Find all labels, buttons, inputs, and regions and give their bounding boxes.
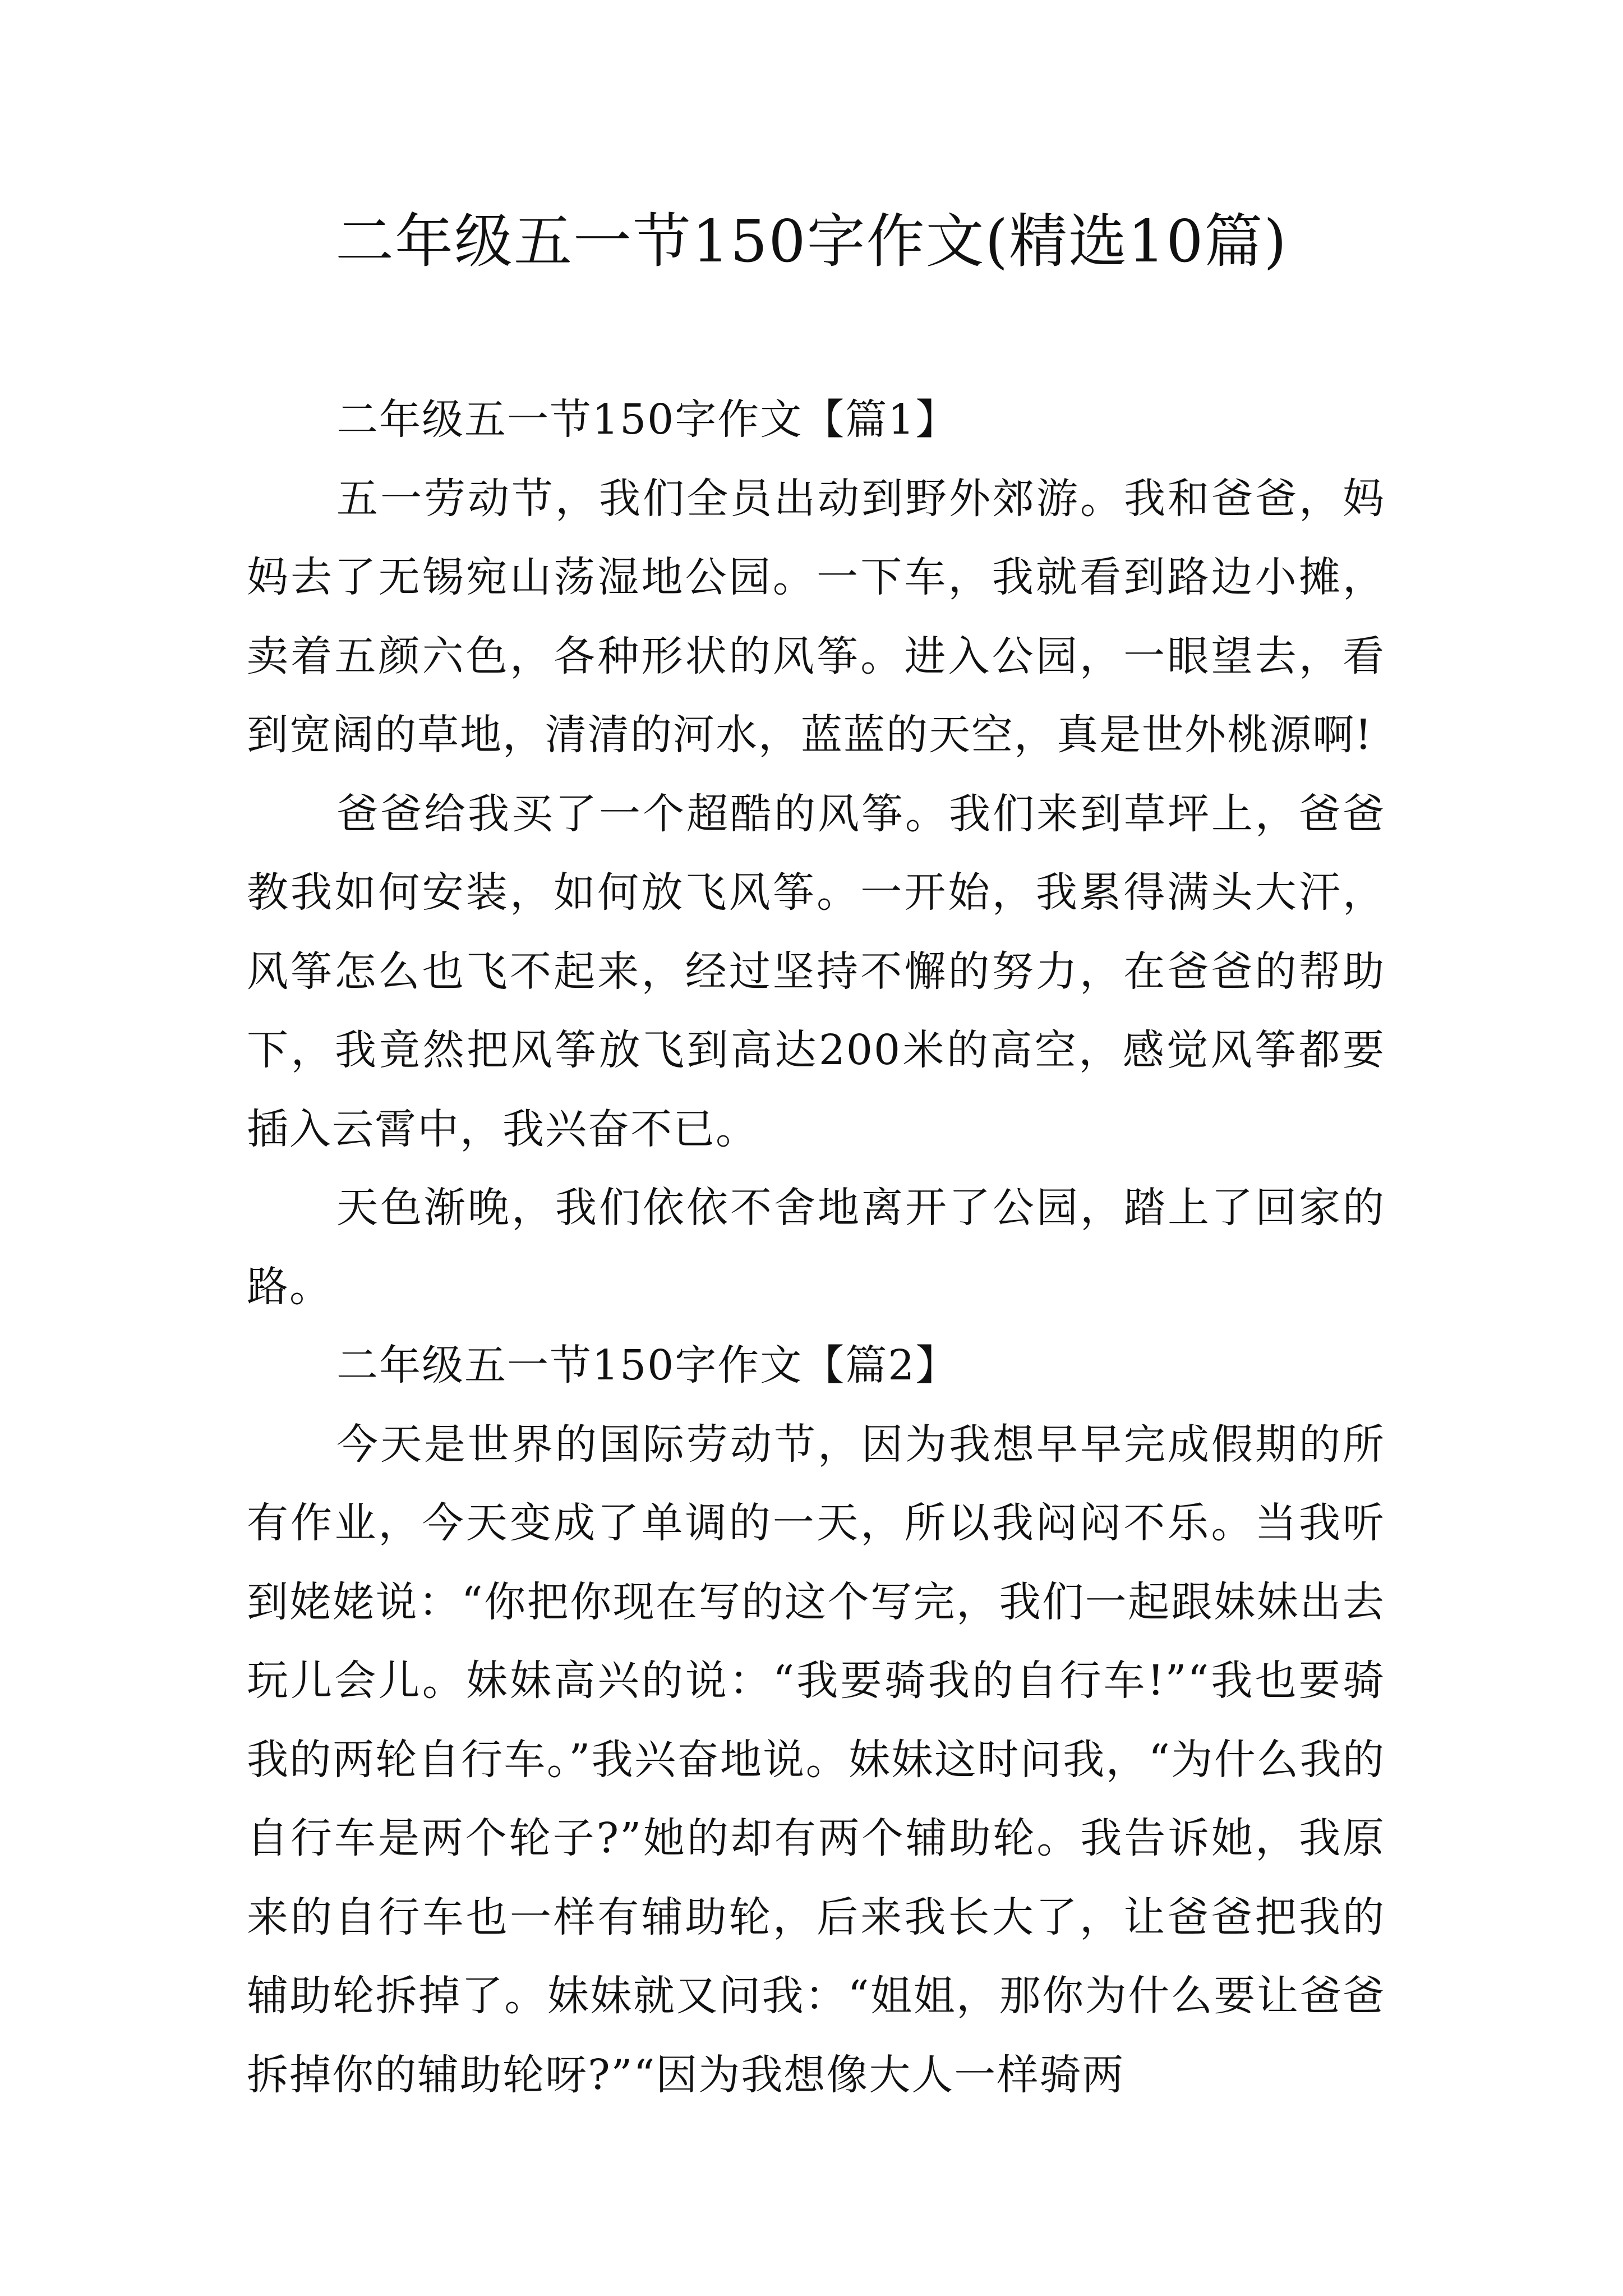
paragraph: 爸爸给我买了一个超酷的风筝。我们来到草坪上，爸爸教我如何安装，如何放飞风筝。一开始，我累得满头大汗，风筝怎么也飞不起来，经过坚持不懈的努力，在爸爸的帮助下，我竟然把风筝放飞到高达200米的高空，感觉风筝都要插入云霄中，我兴奋不已。 — [247, 789, 1385, 1153]
paragraph: 天色渐晚，我们依依不舍地离开了公园，踏上了回家的路。 — [247, 1184, 1385, 1311]
section-heading-1: 二年级五一节150字作文【篇1】 — [336, 395, 958, 444]
section-heading-2: 二年级五一节150字作文【篇2】 — [336, 1341, 958, 1389]
paragraph: 今天是世界的国际劳动节，因为我想早早完成假期的所有作业，今天变成了单调的一天，所以我闷闷不乐。当我听到姥姥说：“你把你现在写的这个写完，我们一起跟妹妹出去玩儿会儿。妹妹高兴的说：“我要骑我的自行车!”“我也要骑我的两轮自行车。”我兴奋地说。妹妹这时问我，“为什么我的自行车是两个轮子?”她的却有两个辅助轮。我告诉她，我原来的自行车也一样有辅助轮，后来我长大了，让爸爸把我的辅助轮拆掉了。妹妹就又问我：“姐姐，那你为什么要让爸爸拆掉你的辅助轮呀?”“因为我想像大人一样骑两 — [247, 1420, 1385, 2099]
document-title: 二年级五一节150字作文(精选10篇) — [335, 207, 1288, 275]
paragraph: 五一劳动节，我们全员出动到野外郊游。我和爸爸，妈妈去了无锡宛山荡湿地公园。一下车，我就看到路边小摊，卖着五颜六色，各种形状的风筝。进入公园，一眼望去，看到宽阔的草地，清清的河水，蓝蓝的天空，真是世外桃源啊! — [247, 474, 1385, 759]
document-body — [247, 380, 1385, 2114]
